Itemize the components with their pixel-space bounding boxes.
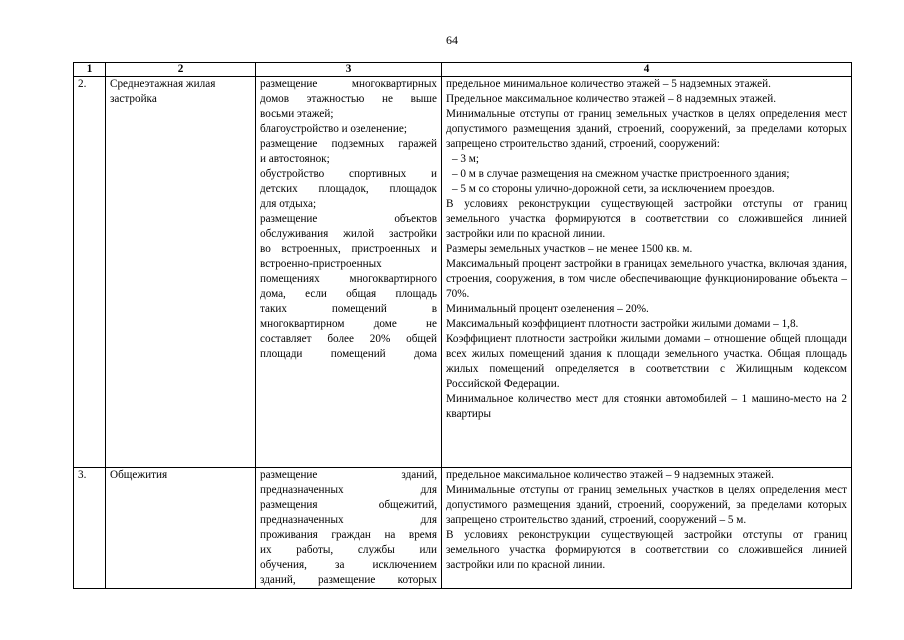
param-paragraph: Максимальный коэффициент плотности застройки жилыми домами – 1,8. (446, 318, 799, 330)
parameters (442, 468, 852, 589)
use-line: размещение зданий, (260, 469, 437, 481)
parameters (442, 77, 852, 468)
use-line: во встроенных, пристроенных и (260, 243, 437, 255)
use-line: их работы, службы или (260, 544, 437, 556)
use-line: площади помещений дома (260, 348, 437, 360)
param-paragraph: Максимальный процент застройки в границах земельного участка, включая здания, строения, сооружения, в том числе обеспечивающие функционирование объекта – 70%. (446, 258, 847, 300)
use-line: размещение подземных гаражей (260, 138, 437, 150)
table-row-2 (74, 77, 852, 468)
use-line: предназначенных для (260, 514, 437, 526)
use-line: предназначенных для (260, 484, 437, 496)
param-list-item: – 0 м в случае размещения на смежном участке пристроенного здания; (452, 168, 790, 180)
table-row-3 (74, 468, 852, 589)
param-paragraph: Коэффициент плотности застройки жилыми домами – отношение общей площади всех жилых помещений здания к площади земельного участка. Общая площадь жилых помещений определяется в соответствии с Жилищным кодексом Российской Федерации. (446, 333, 847, 390)
use-line: обучения, за исключением (260, 559, 437, 571)
use-line: детских площадок, площадок (260, 183, 437, 195)
param-paragraph: В условиях реконструкции существующей застройки отступы от границ земельного участка формируются в соответствии со сложившейся линией застройки или по красной линии. (446, 198, 847, 240)
use-line: составляет более 20% общей (260, 333, 437, 345)
param-paragraph: предельное максимальное количество этажей – 9 надземных этажей. (446, 469, 774, 481)
use-line: обслуживания жилой застройки (260, 228, 437, 240)
param-list-item: – 3 м; (452, 153, 479, 165)
use-line: дома, если общая площадь (260, 288, 437, 300)
param-list-item: – 5 м со стороны улично-дорожной сети, за исключением проездов. (452, 183, 775, 195)
use-line: восьми этажей; (260, 108, 334, 120)
use-line: помещениях многоквартирного (260, 273, 437, 285)
row-number: 2. (74, 77, 106, 468)
table-header-row (74, 63, 852, 77)
page-number: 64 (446, 33, 458, 47)
use-line: для отдыха; (260, 198, 317, 210)
use-line: проживания граждан на время (260, 529, 437, 541)
param-paragraph: предельное минимальное количество этажей – 5 надземных этажей. (446, 78, 771, 90)
column-header-2: 2 (106, 63, 256, 77)
use-line: благоустройство и озеленение; (260, 123, 407, 135)
zone-name: Общежития (106, 468, 256, 589)
use-line: таких помещений в (260, 303, 437, 315)
column-header-1: 1 (74, 63, 106, 77)
param-paragraph: Минимальное количество мест для стоянки автомобилей – 1 машино-место на 2 квартиры (446, 393, 847, 420)
use-line: размещения общежитий, (260, 499, 437, 511)
use-line: размещение многоквартирных (260, 78, 437, 90)
column-header-4: 4 (442, 63, 852, 77)
use-line: размещение объектов (260, 213, 437, 225)
use-line: домов этажностью не выше (260, 93, 437, 105)
use-line: встроенно-пристроенных (260, 258, 382, 270)
param-paragraph: В условиях реконструкции существующей застройки отступы от границ земельного участка формируются в соответствии со сложившейся линией застройки или по красной линии. (446, 529, 847, 571)
permitted-uses (256, 468, 442, 589)
use-line: обустройство спортивных и (260, 168, 437, 180)
use-line: зданий, размещение которых (260, 574, 437, 586)
use-line: многоквартирном доме не (260, 318, 437, 330)
regulation-table (73, 62, 852, 589)
use-line: и автостоянок; (260, 153, 330, 165)
param-paragraph: Минимальные отступы от границ земельных участков в целях определения мест допустимого размещения зданий, строений, сооружений, за пределами которых запрещено строительство зданий, строений, сооружений – 5 м. (446, 484, 847, 526)
param-paragraph: Минимальные отступы от границ земельных участков в целях определения мест допустимого размещения зданий, строений, сооружений, за пределами которых запрещено строительство зданий, строений, сооружений: (446, 108, 847, 150)
param-paragraph: Минимальный процент озеленения – 20%. (446, 303, 649, 315)
param-paragraph: Предельное максимальное количество этажей – 8 надземных этажей. (446, 93, 776, 105)
row-number: 3. (74, 468, 106, 589)
zone-name: Среднеэтажная жилая застройка (106, 77, 256, 468)
permitted-uses (256, 77, 442, 468)
column-header-3: 3 (256, 63, 442, 77)
param-paragraph: Размеры земельных участков – не менее 1500 кв. м. (446, 243, 693, 255)
